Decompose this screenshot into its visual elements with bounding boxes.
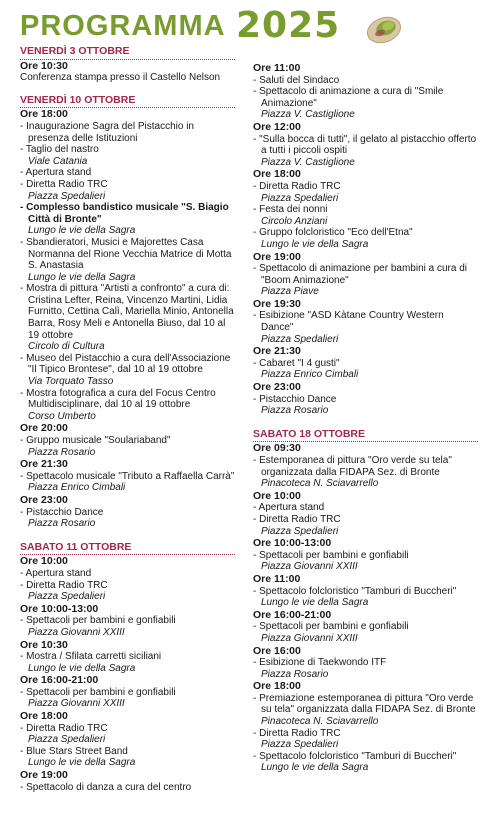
- event-location: Lungo le vie della Sagra: [28, 662, 136, 674]
- event-item: - Diretta Radio TRC: [253, 727, 341, 739]
- time-label: Ore 11:00: [253, 572, 301, 585]
- event-item: - Spettacolo musicale "Tributo a Raffaella Carrà": [20, 470, 235, 482]
- page-header: [20, 6, 480, 50]
- event-location: Lungo le vie della Sagra: [28, 757, 136, 769]
- time-label: Ore 23:00: [20, 493, 68, 506]
- event-location: Piazza Enrico Cimbali: [261, 369, 359, 381]
- event-location: Piazza Spedalieri: [28, 591, 106, 603]
- event-item: - Complesso bandistico musicale "S. Biagio Città di Bronte": [20, 202, 229, 225]
- time-label: Ore 19:30: [253, 297, 301, 310]
- event-location: Circolo Anziani: [261, 215, 328, 227]
- time-label: Ore 09:30: [253, 442, 301, 455]
- time-label: Ore 18:00: [20, 108, 68, 121]
- event-item: - Spettacolo folcloristico "Tamburi di Buccheri": [253, 750, 457, 762]
- event-location: Piazza Giovanni XXIII: [261, 632, 358, 644]
- year-label: 2025: [236, 5, 341, 46]
- event-item: - Diretta Radio TRC: [253, 180, 341, 192]
- event-item: - Diretta Radio TRC: [20, 579, 108, 591]
- event-item: Conferenza stampa presso il Castello Nelson: [20, 72, 221, 84]
- event-location: Lungo le vie della Sagra: [261, 597, 369, 609]
- event-location: Piazza Spedalieri: [261, 739, 339, 751]
- event-location: Via Torquato Tasso: [28, 376, 114, 388]
- time-label: Ore 19:00: [253, 250, 301, 263]
- event-location: Viale Catania: [28, 155, 88, 167]
- time-label: Ore 16:00-21:00: [20, 674, 99, 687]
- event-location: Lungo le vie della Sagra: [261, 238, 369, 250]
- event-item: - Esibizione "ASD Kàtane Country Western Dance": [253, 310, 444, 334]
- event-location: Piazza Rosario: [261, 668, 329, 680]
- event-item: - Gruppo folcloristico "Eco dell'Etna": [253, 227, 413, 239]
- time-label: Ore 21:30: [253, 345, 301, 358]
- day-header: VENERDÌ 3 OTTOBRE: [20, 46, 235, 60]
- event-item: - Spettacoli per bambini e gonfiabili: [20, 615, 176, 627]
- event-location: Corso Umberto: [28, 410, 96, 422]
- event-item: - Taglio del nastro: [20, 144, 99, 156]
- time-label: Ore 10:30: [20, 59, 68, 72]
- event-item: - Saluti del Sindaco: [253, 74, 340, 86]
- event-item: - Spettacoli per bambini e gonfiabili: [253, 621, 409, 633]
- event-item: - Pistacchio Dance: [20, 506, 104, 518]
- event-location: Piazza Rosario: [28, 446, 96, 458]
- time-label: Ore 16:00-21:00: [253, 608, 332, 621]
- event-item: - Esibizione di Taekwondo ITF: [253, 657, 387, 669]
- event-item: - Gruppo musicale "Soulariaband": [20, 435, 171, 446]
- time-label: Ore 12:00: [253, 120, 301, 133]
- event-item: - Apertura stand: [20, 167, 92, 179]
- event-item: - Cabaret "I 4 gusti": [253, 357, 340, 369]
- event-location: Piazza Spedalieri: [28, 190, 106, 202]
- time-label: Ore 10:30: [20, 638, 68, 651]
- time-label: Ore 10:00-13:00: [253, 537, 332, 550]
- event-item: - Spettacolo di animazione a cura di "Smile Animazione": [253, 86, 444, 109]
- event-location: Piazza Giovanni XXIII: [261, 561, 358, 573]
- event-item: - Spettacoli per bambini e gonfiabili: [253, 549, 409, 561]
- event-item: - Estemporanea di pittura "Oro verde su tela" organizzata dalla FIDAPA Sez. di Bronte: [253, 455, 452, 478]
- event-location: Circolo di Cultura: [28, 341, 105, 353]
- event-item: - Mostra di pittura "Artisti a confronto" a cura di: Cristina Lefter, Reina, Vincenzo Martini, Lidia Furnitto, Cettina Calì, Mariella Minio, Antonella Barra, Rosy Meli e Antonella Biuso, dal 10 al 19 ottobre: [20, 283, 234, 341]
- event-location: Piazza Enrico Cimbali: [28, 482, 126, 494]
- event-item: - Diretta Radio TRC: [20, 722, 108, 734]
- pistachio-icon: [364, 8, 404, 48]
- day-header: SABATO 18 OTTOBRE: [253, 429, 478, 443]
- time-label: Ore 23:00: [253, 381, 301, 394]
- event-location: Piazza Giovanni XXIII: [28, 626, 125, 638]
- event-item: - Spettacolo folcloristico "Tamburi di Buccheri": [253, 585, 457, 597]
- event-item: - Festa dei nonni: [253, 204, 328, 216]
- event-location: Lungo le vie della Sagra: [261, 762, 369, 774]
- event-location: Piazza Spedalieri: [28, 734, 106, 746]
- time-label: Ore 20:00: [20, 422, 68, 435]
- page-title: PROGRAMMA: [20, 10, 226, 42]
- event-item: - Apertura stand: [253, 502, 325, 514]
- time-label: Ore 18:00: [20, 710, 68, 723]
- event-item: - Inaugurazione Sagra del Pistacchio in presenza delle Istituzioni: [20, 120, 194, 144]
- event-location: Piazza Spedalieri: [261, 192, 339, 204]
- time-label: Ore 11:00: [253, 62, 301, 74]
- time-label: Ore 18:00: [253, 680, 301, 693]
- event-item: - Spettacoli per bambini e gonfiabili: [20, 686, 176, 698]
- event-location: Pinacoteca N. Sciavarrello: [261, 716, 379, 728]
- time-label: Ore 19:00: [20, 769, 68, 782]
- day-header: VENERDÌ 10 OTTOBRE: [20, 95, 235, 109]
- time-label: Ore 10:00: [253, 489, 301, 502]
- event-location: Piazza Rosario: [28, 518, 96, 530]
- event-item: - Pistacchio Dance: [253, 393, 337, 405]
- event-item: - Spettacolo di danza a cura del centro: [20, 781, 192, 793]
- event-item: - Diretta Radio TRC: [253, 513, 341, 525]
- event-item: - Spettacolo di animazione per bambini a cura di "Boom Animazione": [253, 263, 468, 286]
- event-location: Piazza Rosario: [261, 405, 329, 417]
- event-location: Piazza Giovanni XXIII: [28, 698, 125, 710]
- event-location: Lungo le vie della Sagra: [28, 225, 136, 237]
- event-item: - Premiazione estemporanea di pittura "Oro verde su tela" organizzata dalla FIDAPA Sez. di Bronte: [253, 692, 476, 716]
- event-location: Piazza Piave: [261, 286, 319, 298]
- time-label: Ore 10:00: [20, 555, 68, 568]
- event-location: Piazza Spedalieri: [261, 333, 339, 345]
- left-column: [20, 46, 235, 793]
- event-item: - "Sulla bocca di tutti", il gelato al pistacchio offerto a tutti i piccoli ospiti: [253, 133, 477, 157]
- event-item: - Mostra / Sfilata carretti siciliani: [20, 651, 162, 663]
- time-label: Ore 18:00: [253, 168, 301, 181]
- event-location: Piazza Spedalieri: [261, 525, 339, 537]
- event-item: - Mostra fotografica a cura del Focus Centro Multidisciplinare, dal 10 al 19 ottobre: [20, 387, 216, 411]
- time-label: Ore 21:30: [20, 458, 68, 471]
- event-location: Piazza V. Castiglione: [261, 156, 355, 168]
- event-item: - Diretta Radio TRC: [20, 178, 108, 190]
- event-location: Piazza V. Castiglione: [261, 109, 355, 121]
- event-location: Pinacoteca N. Sciavarrello: [261, 478, 379, 490]
- event-item: - Apertura stand: [20, 567, 92, 579]
- event-item: - Sbandieratori, Musici e Majorettes Casa Normanna del Rione Vecchia Matrice di Motta S. Anastasia: [20, 236, 232, 272]
- event-item: - Museo del Pistacchio a cura dell'Associazione "Il Tipico Brontese", dal 10 al 19 ottobre: [20, 352, 231, 376]
- time-label: Ore 10:00-13:00: [20, 602, 99, 615]
- time-label: Ore 16:00: [253, 644, 301, 657]
- day-header: SABATO 11 OTTOBRE: [20, 542, 235, 556]
- event-location: Lungo le vie della Sagra: [28, 271, 136, 283]
- right-column: [253, 62, 478, 774]
- event-item: - Blue Stars Street Band: [20, 745, 128, 757]
